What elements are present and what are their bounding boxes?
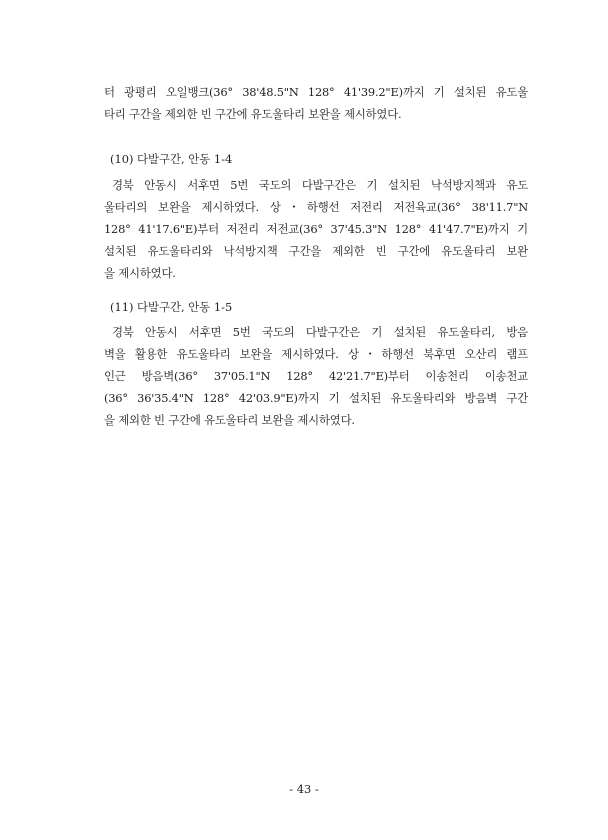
- paragraph-line: 울타리의 보완을 제시하였다. 상・하행선 저전리 저전육교(36° 38'11.7"N: [104, 200, 528, 214]
- paragraph-line: 을 제외한 빈 구간에 유도울타리 보완을 제시하였다.: [104, 413, 355, 427]
- page-number: - 43 -: [289, 782, 319, 796]
- paragraph-line: 경북 안동시 서후면 5번 국도의 다발구간은 기 설치된 낙석방지책과 유도: [112, 178, 528, 192]
- paragraph-line: 경북 안동시 서후면 5번 국도의 다발구간은 기 설치된 유도울타리, 방음: [112, 325, 528, 339]
- paragraph-line: 인근 방음벽(36° 37'05.1"N 128° 42'21.7"E)부터 이송천리 이송천교: [104, 369, 528, 383]
- paragraph-continuation: [104, 81, 528, 125]
- section-heading-10: (10) 다발구간, 안동 1-4: [110, 152, 233, 166]
- paragraph-line: (36° 36'35.4"N 128° 42'03.9"E)까지 기 설치된 유도울타리와 방음벽 구간: [104, 391, 528, 405]
- paragraph-line: 벽을 활용한 유도울타리 보완을 제시하였다. 상・하행선 북후면 오산리 램프: [104, 347, 528, 361]
- paragraph-line: 128° 41'17.6"E)부터 저전리 저전교(36° 37'45.3"N 128° 41'47.7"E)까지 기: [104, 222, 528, 236]
- section-11-body: [104, 321, 528, 431]
- paragraph-line: 타리 구간을 제외한 빈 구간에 유도울타리 보완을 제시하였다.: [104, 107, 402, 121]
- section-heading-11: (11) 다발구간, 안동 1-5: [110, 300, 233, 314]
- paragraph-line: 을 제시하였다.: [104, 266, 176, 280]
- paragraph-line: 설치된 유도울타리와 낙석방지책 구간을 제외한 빈 구간에 유도울타리 보완: [104, 244, 528, 258]
- paragraph-line: 터 광평리 오일뱅크(36° 38'48.5"N 128° 41'39.2"E)까지 기 설치된 유도울: [104, 85, 528, 99]
- section-10-body: [104, 174, 528, 284]
